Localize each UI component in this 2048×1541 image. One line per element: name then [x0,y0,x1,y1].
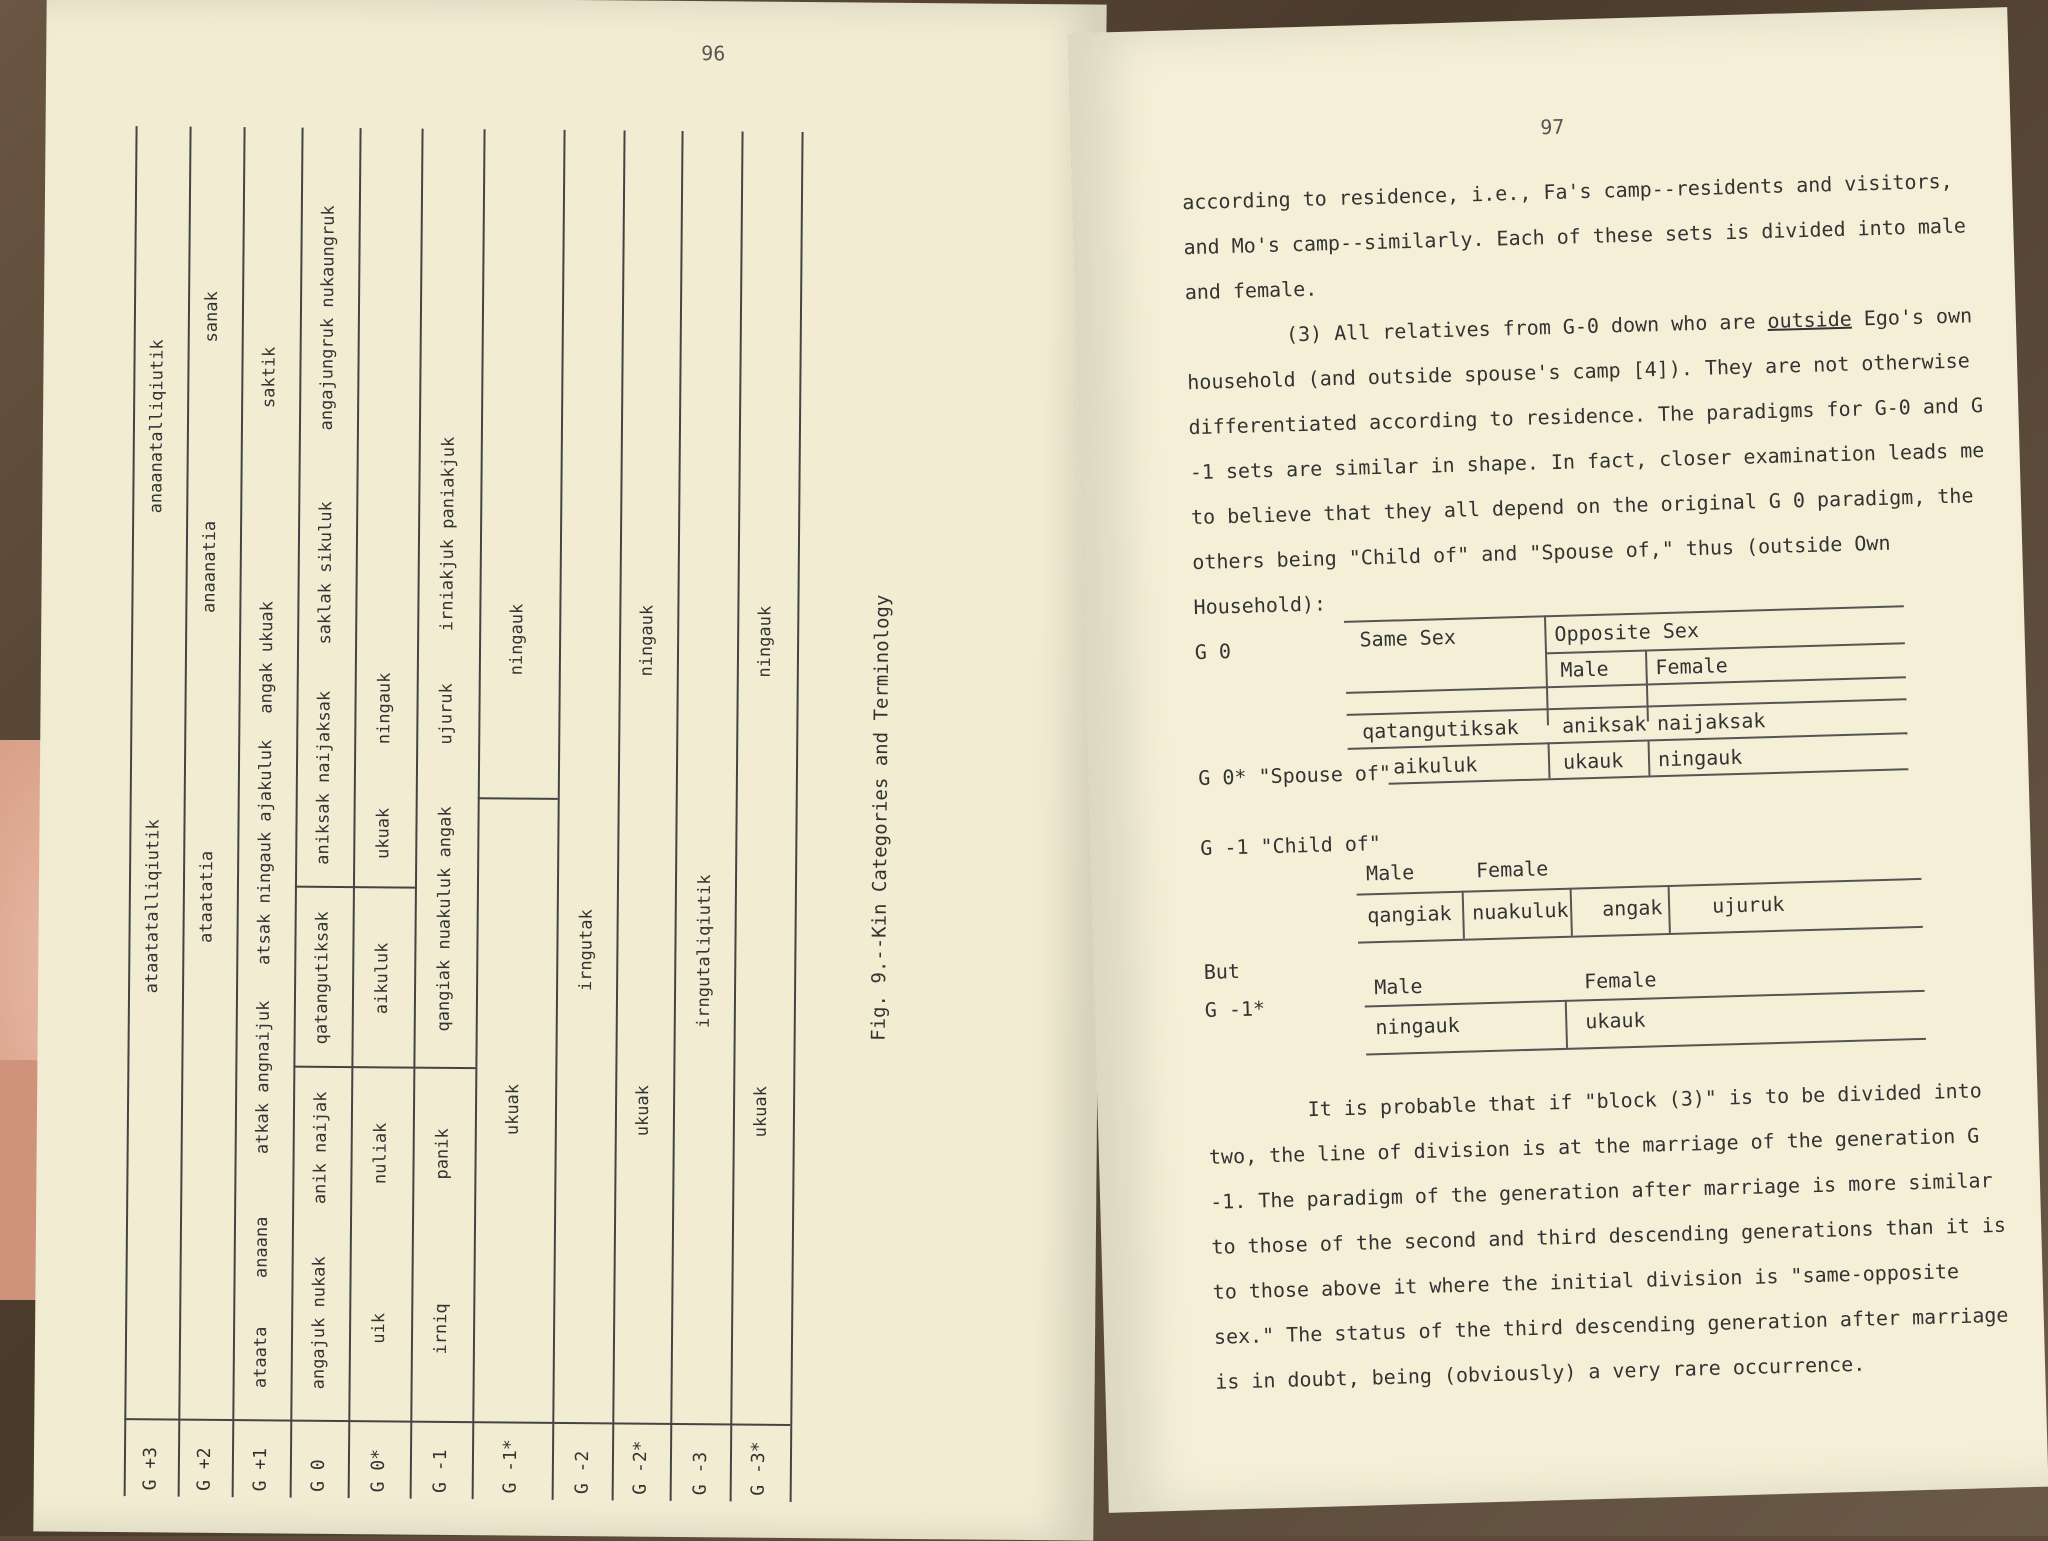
kin-term: anaanatalliqiutik [146,339,168,514]
kin-term: saktik [259,346,280,409]
kin-term: aikuluk [371,942,393,1015]
paragraph: It is probable that if "block (3)" is to be divided into two, the line of division is at the marriage of the generation G -1. The paradigm of the generation after marriage is more similar to those of the second and third descending generations than it is to those above it where the initial division is "same-opposite sex." The status of the third descending generation after marriage is in doubt, being (obviously) a very rare occurrence. [1208,1078,2009,1394]
kin-term: anik naijak [310,1091,332,1205]
row-label: G 0* [367,1448,390,1493]
table-row [472,129,566,1500]
kin-term: qatangutiksak [311,911,333,1045]
kin-term: irngutaliqiutik [693,874,716,1029]
kin-term: saklak sikuluk [315,501,337,645]
rule [1462,891,1465,939]
text-run: Ego's own household (and outside spouse's camp [4]). They are not otherwise differentiated according to residence. The paradigms for G-0 and G -1 sets are similar in shape. In fact, closer examination leads me to believe that they all depend on the original G 0 paradigm, the others being "Child of" and "Spouse of," thus (outside Own Household): [1186,303,1985,620]
row-label: G -3 [689,1451,712,1496]
rule [1647,739,1650,775]
rule [1366,1038,1926,1056]
rule [1358,926,1923,944]
text-run: (3) All relatives from G-0 down who are [1285,308,1768,347]
kin-term: panik [432,1128,453,1180]
kin-term: ningauk [636,604,658,677]
kin-term: atsak ningauk ajakuluk [254,739,277,966]
row-label: G -2 [571,1450,594,1495]
rule [1565,1000,1568,1048]
row-label: G -1* [499,1439,522,1494]
row-label: G 0 [307,1459,329,1492]
figure-caption: Fig. 9.--Kin Categories and Terminology [867,594,894,1041]
kin-term: angak [1601,895,1663,921]
header-female: Female [1475,856,1549,883]
kin-term: nuliak [370,1122,391,1185]
header-female: Female [1583,967,1657,994]
kin-term: aniksak naijaksak [313,690,335,865]
kin-term: angajungruk nukaungruk [316,205,339,431]
row-label: G +3 [139,1446,162,1491]
kin-term: aikuluk [1392,752,1478,779]
right-page-number: 97 [1539,114,1565,140]
kin-term: ujuruk [436,683,457,745]
right-page [1068,7,2048,1513]
header-male: Male [1365,860,1415,886]
kin-term: ukauk [1562,748,1624,774]
kin-term: ataata [250,1326,272,1389]
row-label: G -3* [747,1441,770,1496]
kin-term: ukuak [373,807,394,860]
header-female: Female [1655,653,1729,680]
kin-term: irniq [430,1303,452,1355]
kin-term: qatangutiksak [1361,715,1519,744]
header-male: Male [1373,973,1423,1000]
kin-term: ukauk [1584,1007,1646,1034]
generation-label: G 0* "Spouse of" [1198,760,1392,791]
kin-term: sanak [201,291,223,343]
kin-term: irniakjuk paniakjuk [437,436,459,632]
kin-term: angajuk nukak [308,1256,330,1390]
left-page [33,0,1106,1541]
rule [1357,878,1922,896]
rule [1548,742,1551,778]
kin-term: ukuak [502,1083,524,1136]
rule [1346,676,1906,694]
header-male: Male [1560,656,1609,682]
kin-term: atkak angnaijuk [252,1000,274,1155]
kin-term: ningauk [1657,744,1743,772]
generation-label: G -1 "Child of" [1199,830,1382,861]
kin-term: ningauk [374,672,395,745]
kin-term: ujuruk [1711,891,1785,918]
kin-term: qangiak [1366,901,1452,928]
kin-term: naijaksak [1656,708,1766,736]
generation-label: G 0 [1194,639,1232,665]
kin-term: ataatatalliqiutik [142,819,164,994]
kin-table-rotated [124,126,916,1503]
generation-label: G -1* [1204,996,1266,1022]
kin-term: ataatatia [196,850,218,943]
row-label: G +2 [193,1447,216,1491]
paragraph: according to residence, i.e., Fa's camp--residents and visitors, and Mo's camp--similarly. Each of these sets is divided into male and female. [1181,168,1967,305]
body-text-2 [1207,1068,2015,1405]
row-label: G -1 [429,1449,452,1493]
rule [1365,990,1925,1008]
kin-term: ningauk [506,603,528,676]
row-label: G -2* [629,1440,652,1495]
kin-table [124,126,846,1502]
kin-term: angak ukuak [256,600,278,714]
kin-term: ukuak [750,1085,772,1138]
kin-term: anaana [251,1216,273,1279]
header-same-sex: Same Sex [1359,624,1457,652]
kin-term: ukuak [632,1084,654,1137]
kin-term: anaanatia [199,520,221,613]
row-label: G +1 [249,1447,272,1492]
underlined-word: outside [1767,306,1853,333]
kin-term: nuakuluk [1471,897,1569,925]
kin-term: qangiak nuakuluk angak [433,806,456,1032]
table-row [730,131,804,1501]
header-opposite-sex: Opposite Sex [1554,618,1700,647]
kin-term: irngutak [576,909,597,992]
kin-term: uik [368,1312,390,1344]
kin-term: aniksak [1561,711,1647,738]
rule [1570,888,1573,936]
left-page-number: 96 [701,41,726,66]
but-label: But [1203,958,1241,984]
kin-term: ningauk [754,605,776,678]
rule [1668,885,1671,933]
kin-term: ningauk [1375,1012,1460,1040]
